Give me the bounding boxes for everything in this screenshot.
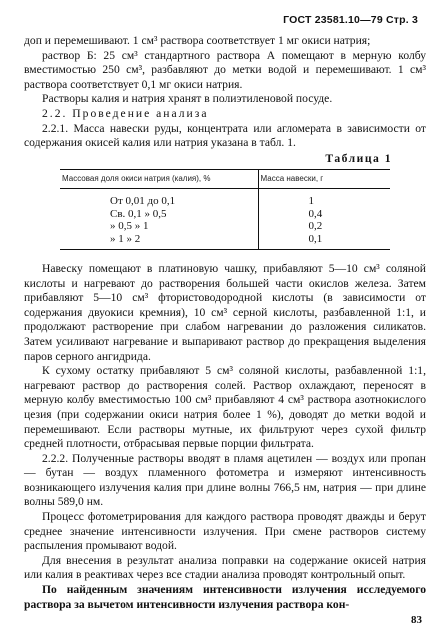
table-cell: » 1 » 2: [60, 233, 258, 250]
table-1: [60, 169, 390, 250]
paragraph-1: доп и перемешивают. 1 см³ раствора соответствует 1 мг окиси натрия;: [24, 34, 371, 47]
paragraph-3: Растворы калия и натрия хранят в полиэтиленовой посуде.: [42, 92, 333, 106]
table-row: [60, 220, 390, 232]
table-cell: От 0,01 до 0,1: [60, 189, 258, 208]
table-cell: » 0,5 » 1: [60, 220, 258, 232]
table-header-mass-fraction: Массовая доля окиси натрия (калия), %: [60, 170, 258, 189]
table-row: [60, 208, 390, 220]
paragraph-2: раствор Б: 25 см³ стандартного раствора А помещают в мерную колбу вместимостью 250 см³, разбавляют до метки водой и перемешивают. 1 см³ раствора соответствует 0,1 мг окиси натрия.: [24, 48, 426, 91]
paragraph-6: Навеску помещают в платиновую чашку, прибавляют 5—10 см³ соляной кислоты и нагревают до растворения большей части окислов железа. Затем прибавляют 5—10 см³ фтористоводородной кислоты (в зависимости от содержания двуокиси кремния), 10 см³ серной кислоты, разбавленной 1:1, и продолжают растворение при слабом нагревании до разложения силикатов. Затем усиливают нагревание и выпаривают раствор до прекращения выделения паров серного ангидрида.: [24, 261, 426, 363]
paragraph-10: По найденным значениям интенсивности излучения исследуемого раствора за вычетом интенсивности излучения раствора кон-: [24, 583, 426, 611]
table-cell: 0,2: [308, 220, 323, 233]
document-body: [24, 34, 426, 612]
table-row: [60, 189, 390, 208]
paragraph-7: 2.2.2. Полученные растворы вводят в пламя ацетилен — воздух или пропан — бутан — воздух пламенного фотометра и измеряют интенсивность возникающего излучения калия при длине волны 766,5 нм, натрия — при длине волны 589,0 нм.: [24, 451, 426, 509]
paragraph-8: Процесс фотометрирования для каждого раствора проводят дважды и берут среднее значение интенсивности излучения. При смене растворов систему распыления промывают водой.: [24, 510, 426, 553]
section-heading: 2.2. Проведение анализа: [42, 106, 209, 120]
table-row: [60, 233, 390, 250]
paragraph-6b: К сухому остатку прибавляют 5 см³ соляной кислоты, разбавленной 1:1, нагревают раствор до растворения солей. Раствор охлаждают, переносят в мерную колбу вместимостью 100 см³ прибавляют 4 см³ раствора азотнокислого цезия (при содержании окиси натрия более 1 %), доводят до метки водой и перемешивают. Если растворы мутные, их фильтруют через сухой фильтр средней плотности, отбрасывая первые порции фильтрата.: [24, 364, 426, 451]
page-number: 83: [411, 614, 422, 626]
table-cell: 0,4: [308, 207, 323, 220]
paragraph-9: Для внесения в результат анализа поправки на содержание окисей натрия или калия в реактивах через все стадии анализа проводят контрольный опыт.: [24, 553, 426, 582]
paragraph-5: 2.2.1. Масса навески руды, концентрата или агломерата в зависимости от содержания окисей калия или натрия указана в табл. 1.: [24, 121, 426, 150]
table-cell: 0,1: [258, 233, 390, 250]
table-cell: 1: [308, 195, 314, 208]
table-header-sample-mass: Масса навески, г: [258, 170, 390, 189]
page-header: ГОСТ 23581.10—79 Стр. 3: [283, 14, 418, 26]
table-caption: Таблица 1: [325, 151, 392, 165]
table-cell: Св. 0,1 » 0,5: [60, 208, 258, 220]
